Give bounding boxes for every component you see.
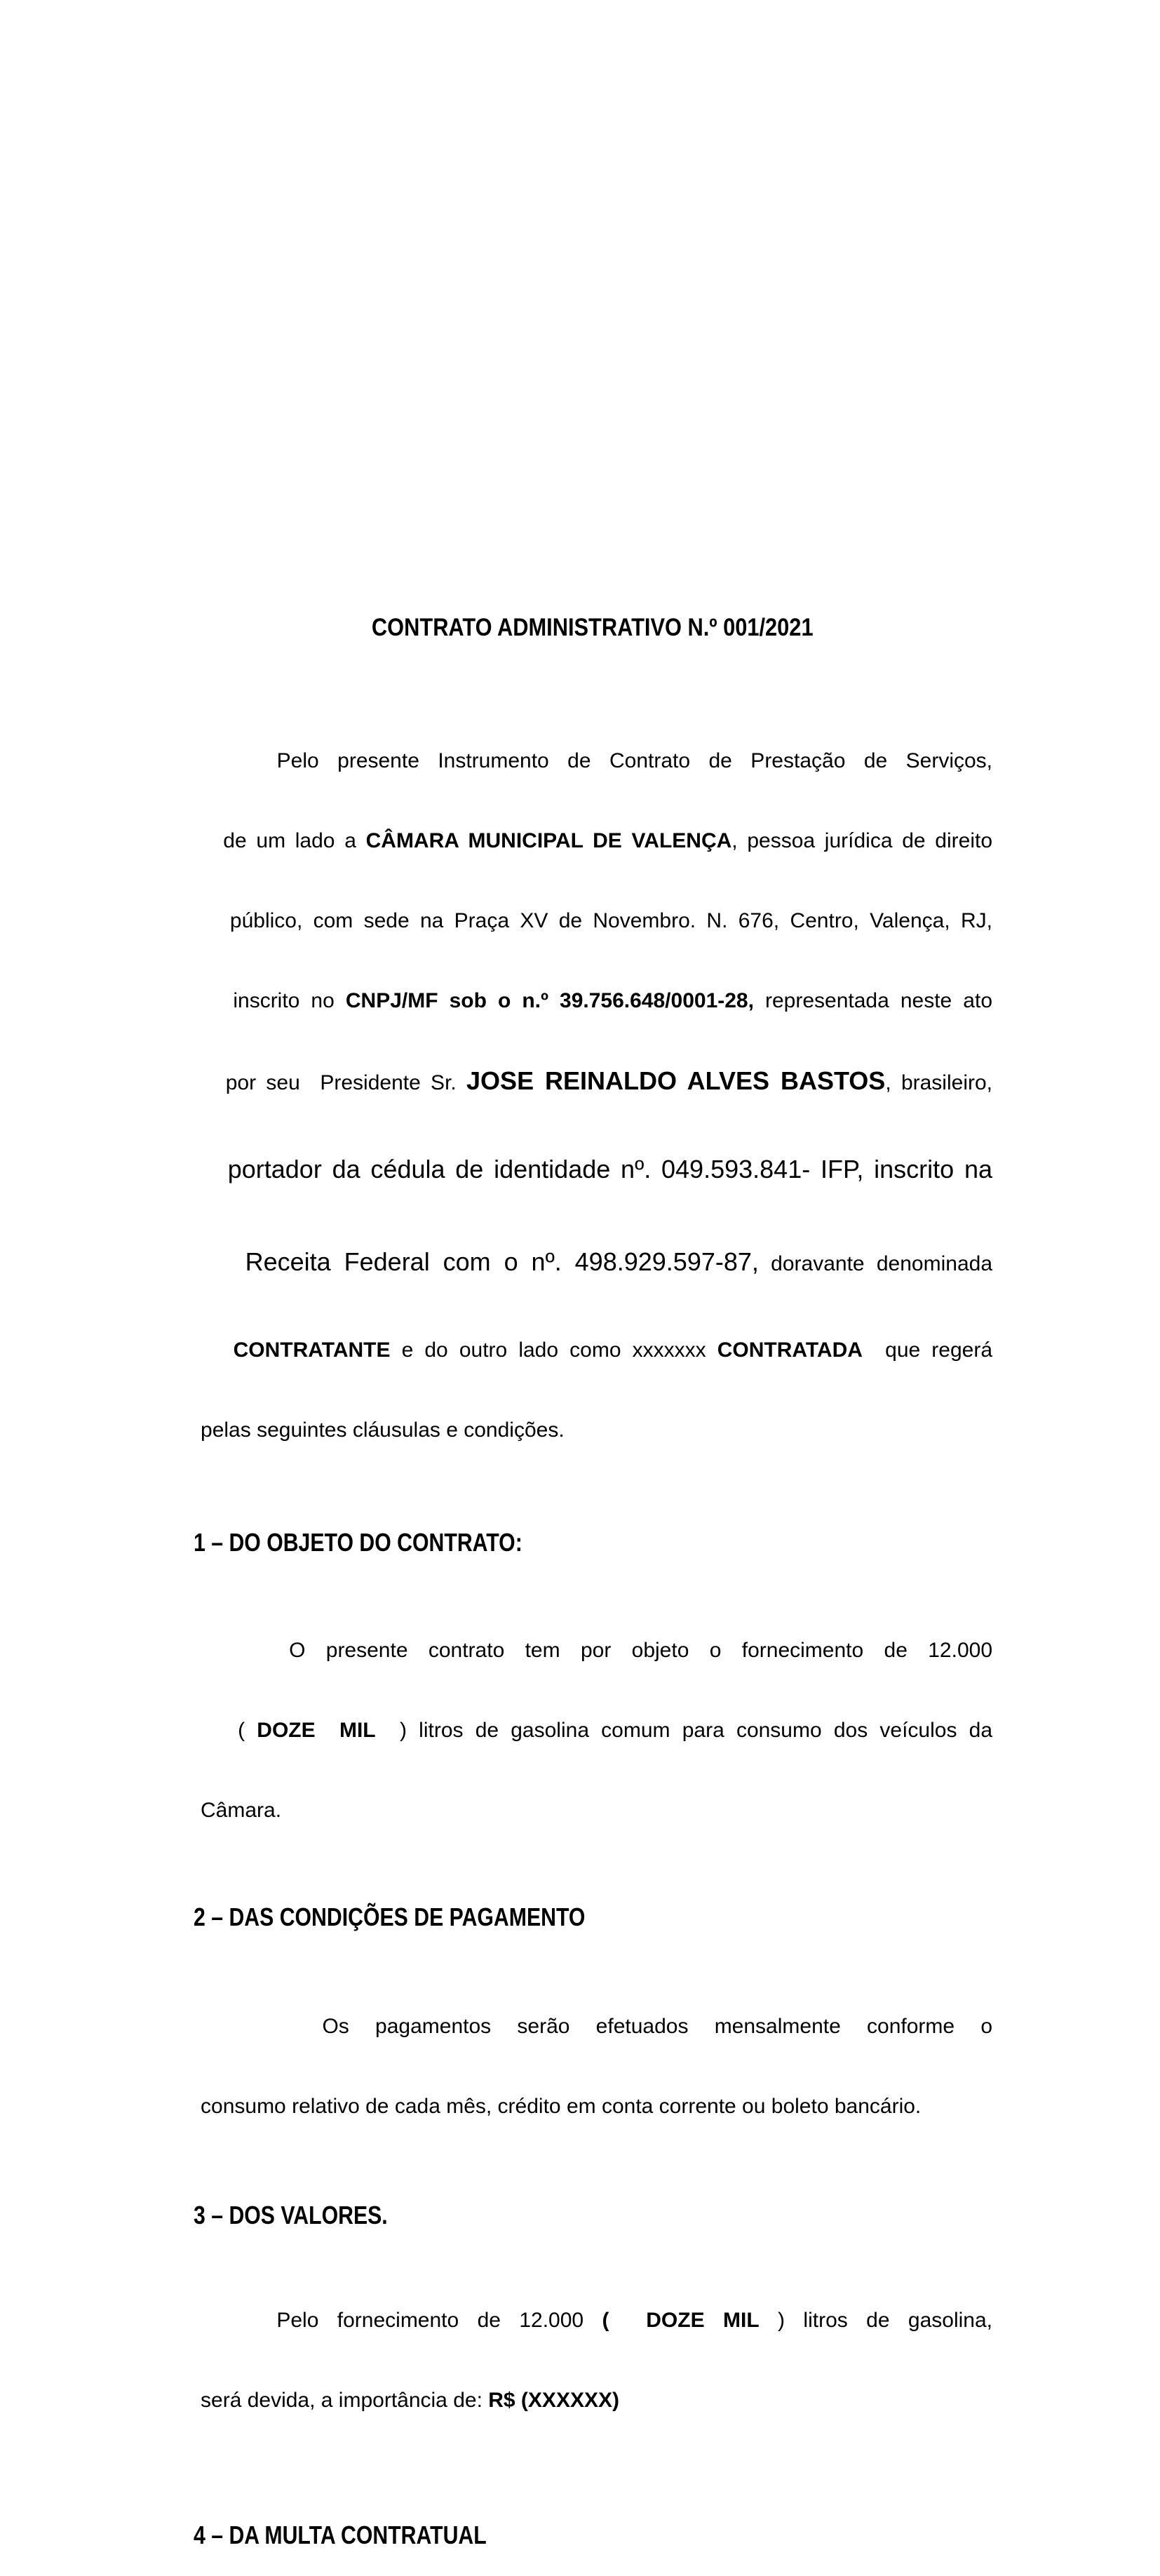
text-segment: O presente contrato tem por objeto o fornecimento de 12.000: [289, 1639, 993, 1662]
text-line: [166, 1611, 992, 1691]
text-line: [166, 1216, 992, 1310]
section-heading-4: [166, 2495, 992, 2575]
text-line: [166, 2281, 992, 2361]
doze-mil-label: DOZE MIL: [257, 1719, 376, 1742]
president-name: JOSE REINALDO ALVES BASTOS: [466, 1066, 886, 1095]
text-segment: público, com sede na Praça XV de Novembro. N. 676, Centro, Valença, RJ,: [229, 909, 992, 932]
section-1-paragraph: [166, 1611, 992, 1851]
text-line: [166, 801, 992, 881]
text-segment: de um lado a: [223, 829, 366, 852]
section-heading-3-text: 3 – DOS VALORES.: [194, 2201, 388, 2229]
text-segment: Câmara.: [201, 1799, 282, 1822]
text-line: [166, 881, 992, 961]
text-segment: , pessoa jurídica de direito: [731, 829, 993, 852]
text-line: [166, 1123, 992, 1216]
text-line: [166, 1691, 992, 1771]
section-heading-3: [166, 2175, 992, 2255]
text-line: [166, 721, 992, 801]
text-segment: Os pagamentos serão efetuados mensalmente conforme o: [322, 2015, 992, 2038]
text-line: [166, 2361, 992, 2441]
contratante-label: CONTRATANTE: [233, 1339, 391, 1362]
section-heading-1: [166, 1503, 992, 1583]
section-3-paragraph: [166, 2281, 992, 2441]
document-title-text: CONTRATO ADMINISTRATIVO N.º 001/2021: [372, 614, 814, 641]
contracting-party-name: CÂMARA MUNICIPAL DE VALENÇA: [365, 829, 732, 852]
document-title: [166, 588, 992, 668]
text-line: [166, 1390, 992, 1470]
preamble-paragraph: [166, 721, 992, 1470]
text-line: [166, 2067, 992, 2147]
text-segment: inscrito no: [233, 989, 346, 1012]
section-heading-4-text: 4 – DA MULTA CONTRATUAL: [194, 2521, 487, 2549]
text-segment: representada neste ato: [753, 989, 993, 1012]
section-heading-1-text: 1 – DO OBJETO DO CONTRATO:: [194, 1528, 522, 1557]
text-segment: que regerá: [862, 1339, 993, 1362]
text-segment: , brasileiro,: [885, 1071, 993, 1094]
text-segment: pelas seguintes cláusulas e condições.: [201, 1418, 565, 1442]
text-line: [166, 1771, 992, 1851]
text-segment: (: [238, 1719, 257, 1742]
cnpj-number: CNPJ/MF sob o n.º 39.756.648/0001-28,: [345, 989, 754, 1012]
text-segment: Pelo presente Instrumento de Contrato de Prestação de Serviços,: [276, 749, 992, 772]
federal-revenue-number-text: Receita Federal com o nº. 498.929.597-87,: [245, 1247, 759, 1276]
text-segment: ) litros de gasolina,: [759, 2309, 993, 2332]
section-heading-2: [166, 1877, 992, 1957]
text-segment: doravante denominada: [758, 1252, 992, 1275]
text-line: [166, 1310, 992, 1390]
text-segment: consumo relativo de cada mês, crédito em conta corrente ou boleto bancário.: [201, 2095, 922, 2118]
section-heading-2-text: 2 – DAS CONDIÇÕES DE PAGAMENTO: [194, 1903, 586, 1931]
text-segment: por seu Presidente Sr.: [225, 1071, 467, 1094]
text-segment: Pelo fornecimento de 12.000: [276, 2309, 602, 2332]
text-line: [166, 1041, 992, 1123]
text-line: [166, 961, 992, 1041]
contract-value-placeholder: R$ (XXXXXX): [488, 2389, 619, 2412]
text-segment: e do outro lado como xxxxxxx: [390, 1339, 717, 1362]
text-segment: será devida, a importância de:: [201, 2389, 489, 2412]
text-segment: ) litros de gasolina comum para consumo dos veículos da: [375, 1719, 993, 1742]
text-line: [166, 1987, 992, 2067]
section-2-paragraph: [166, 1987, 992, 2147]
contratada-label: CONTRATADA: [717, 1339, 863, 1362]
doze-mil-label: ( DOZE MIL: [602, 2309, 760, 2332]
identity-number-text: portador da cédula de identidade nº. 049.593.841- IFP, inscrito na: [227, 1155, 992, 1183]
